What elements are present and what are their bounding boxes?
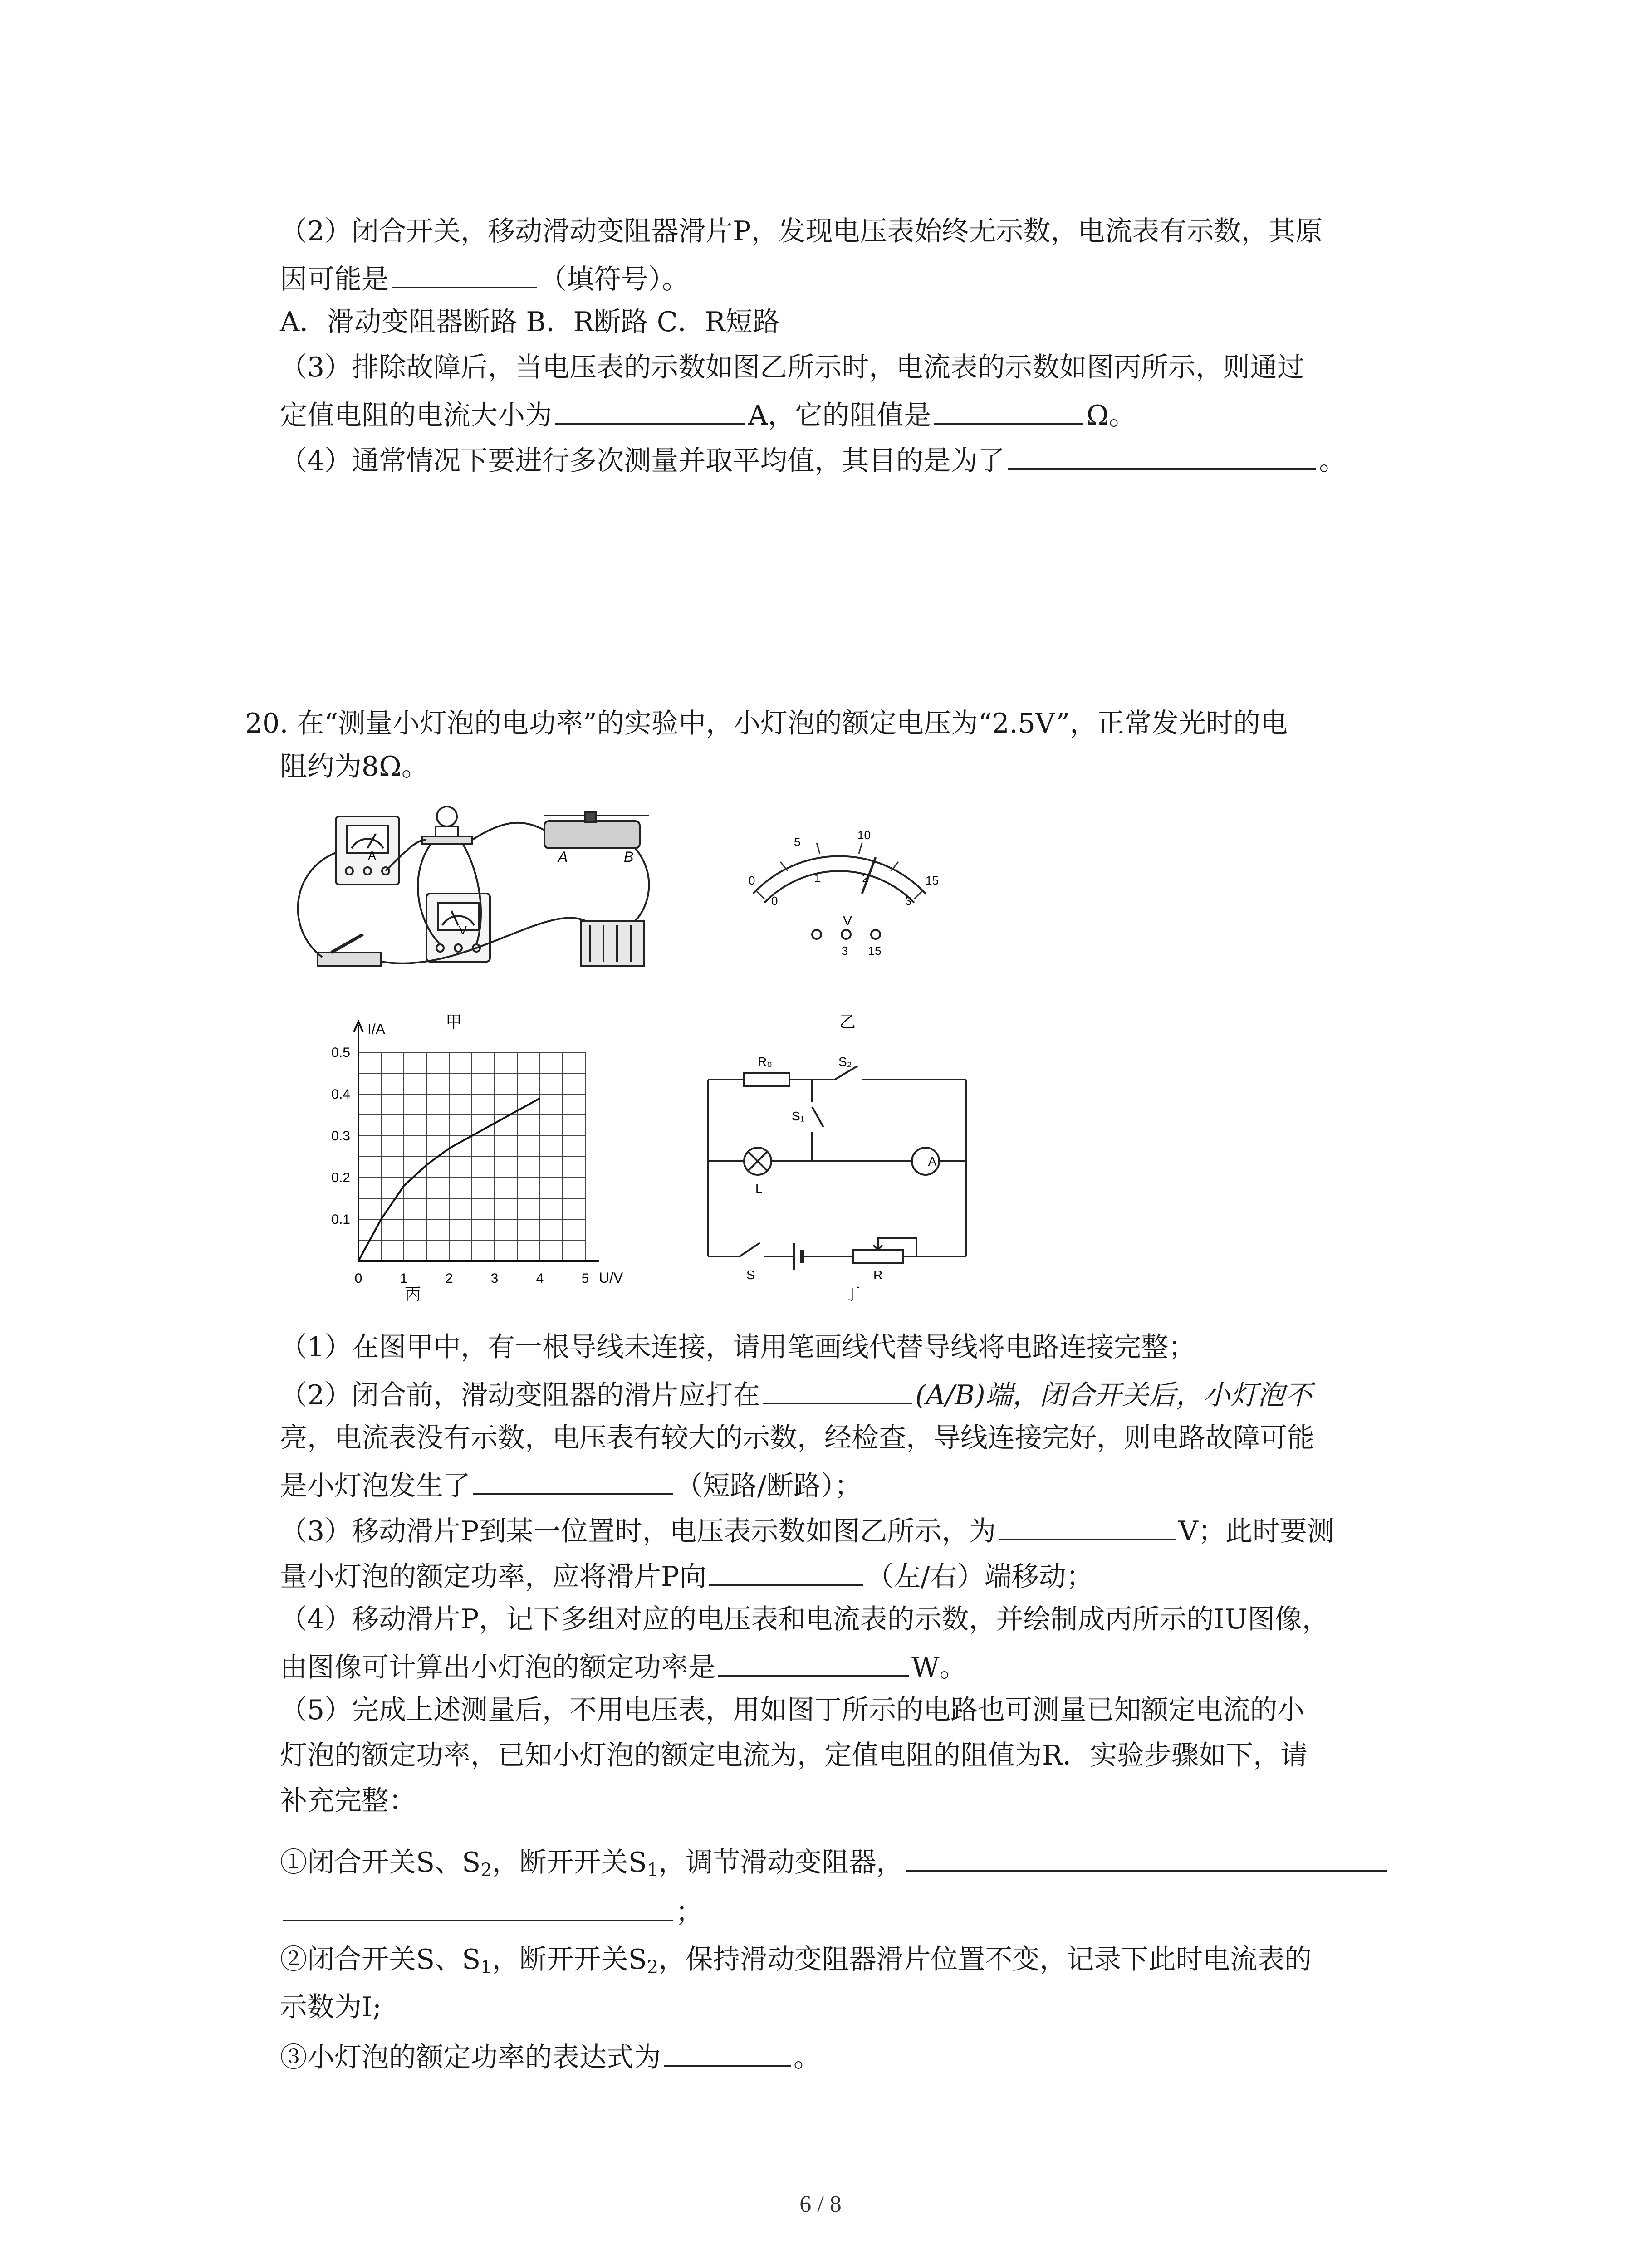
q20-step2-line2: 示数为I; — [280, 1991, 382, 2023]
y-tick-label: 0.3 — [331, 1129, 350, 1144]
text: 由图像可计算出小灯泡的额定功率是 — [280, 1652, 715, 1683]
text: ； — [676, 1897, 703, 1928]
text: 定值电阻的电流大小为 — [280, 400, 552, 431]
rheostat-r — [853, 1250, 903, 1263]
dial-terminal-label: 3 — [841, 944, 848, 958]
answer-blank[interactable] — [664, 2037, 791, 2067]
answer-blank[interactable] — [999, 1510, 1176, 1540]
answer-blank[interactable] — [283, 1892, 673, 1921]
text: ，断开开关S — [492, 1847, 647, 1878]
subscript: 2 — [647, 1957, 659, 1978]
q20-p1: （1）在图甲中，有一根导线未连接，请用笔画线代替导线将电路连接完整； — [280, 1331, 1196, 1363]
figure-label-jia: 甲 — [445, 1012, 462, 1031]
dial-top-label: 10 — [857, 828, 871, 842]
prev-q2-line2 — [280, 259, 689, 298]
prev-q3-line2 — [280, 395, 1136, 434]
q20-p4-line1: （4）移动滑片P，记下多组对应的电压表和电流表的示数，并绘制成丙所示的IU图像， — [280, 1603, 1329, 1635]
q20-step1-line2 — [280, 1892, 703, 1931]
text: ，保持滑动变阻器滑片位置不变，记录下此时电流表的 — [658, 1944, 1312, 1975]
subscript: 2 — [480, 1860, 492, 1881]
dial-terminal — [871, 930, 880, 939]
text: ②闭合开关S、S — [280, 1944, 481, 1975]
lamp-label: L — [755, 1182, 763, 1196]
q20-p2-line1 — [280, 1374, 1312, 1413]
figure-ding — [708, 1066, 966, 1270]
y-tick-label: 0.1 — [331, 1212, 350, 1227]
q20-step1-line1 — [280, 1842, 1390, 1888]
voltmeter-label: V — [459, 924, 467, 937]
answer-blank[interactable] — [763, 1374, 912, 1404]
text: （短路/断路）； — [676, 1470, 862, 1502]
prev-q2-options: A．滑动变阻器断路 B．R断路 C．R短路 — [280, 306, 780, 338]
dial-bottom-label: 0 — [771, 894, 778, 908]
switch-blade — [331, 934, 363, 953]
figure-bing-chart — [331, 1021, 623, 1286]
q20-stem-line2: 阻约为8Ω。 — [280, 751, 429, 782]
prev-q4 — [280, 440, 1346, 479]
dial-terminal — [812, 930, 821, 939]
answer-blank[interactable] — [555, 395, 745, 425]
dial-tick — [859, 843, 862, 854]
text: ①闭合开关S、S — [280, 1847, 481, 1878]
dial-v-label: V — [843, 914, 852, 929]
q20-p4-line2 — [280, 1647, 967, 1686]
s2-label: S₂ — [838, 1055, 852, 1069]
resistor-r0 — [744, 1073, 789, 1086]
prev-q3-line1: （3）排除故障后，当电压表的示数如图乙所示时，电流表的示数如图丙所示，则通过 — [280, 352, 1305, 383]
dial-top-label: 0 — [749, 874, 755, 887]
answer-blank[interactable] — [1008, 440, 1316, 470]
answer-blank[interactable] — [934, 395, 1083, 425]
dial-top-label: 15 — [926, 874, 939, 887]
q20-p2-line3 — [280, 1465, 862, 1504]
x-tick-label: 2 — [445, 1271, 453, 1286]
y-axis-label: I/A — [367, 1021, 386, 1037]
text: V；此时要测 — [1178, 1515, 1334, 1547]
figure-label-yi: 乙 — [839, 1012, 856, 1031]
dial-tick — [914, 891, 922, 899]
text: （3）移动滑片P到某一位置时，电压表示数如图乙所示，为 — [280, 1515, 996, 1547]
s1-label: S₁ — [792, 1109, 805, 1123]
figure-label-ding: 丁 — [843, 1285, 861, 1303]
q20-step3 — [280, 2037, 821, 2076]
figure-yi — [753, 856, 926, 939]
y-tick-label: 0.4 — [331, 1087, 350, 1102]
subscript: 1 — [480, 1957, 492, 1978]
answer-blank[interactable] — [392, 259, 537, 288]
rheostat-slider — [585, 812, 596, 822]
q20-step2-line1 — [280, 1941, 1312, 1985]
x-axis-label: U/V — [599, 1270, 623, 1286]
circuit-ammeter-label: A — [928, 1154, 937, 1168]
switch-base — [318, 953, 381, 966]
text: （4）通常情况下要进行多次测量并取平均值，其目的是为了 — [280, 445, 1005, 477]
rheostat-end-a: A — [558, 849, 568, 865]
text: (A/B)端，闭合开关后，小灯泡不 — [915, 1379, 1312, 1411]
rheostat-end-b: B — [624, 849, 634, 865]
text: 是小灯泡发生了 — [280, 1470, 470, 1502]
dial-terminal-label: 15 — [868, 944, 882, 958]
bulb — [437, 807, 457, 826]
dial-bottom-label: 1 — [814, 871, 821, 885]
dial-tick — [757, 891, 764, 899]
prev-q2-line1: （2）闭合开关，移动滑动变阻器滑片P，发现电压表始终无示数，电流表有示数，其原 — [280, 215, 1323, 247]
x-tick-label: 0 — [354, 1271, 362, 1286]
wire — [635, 848, 649, 921]
q20-p2-line2: 亮，电流表没有示数，电压表有较大的示数，经检查，导线连接完好，则电路故障可能 — [280, 1422, 1314, 1454]
text: 因可能是 — [280, 264, 389, 295]
subscript: 1 — [647, 1860, 659, 1881]
dial-inner-arc — [764, 871, 914, 903]
figure-jia — [298, 807, 649, 966]
x-tick-label: 4 — [536, 1271, 544, 1286]
dial-terminal — [842, 930, 851, 939]
x-tick-label: 3 — [490, 1271, 499, 1286]
text: ③小灯泡的额定功率的表达式为 — [280, 2042, 661, 2073]
answer-blank[interactable] — [906, 1842, 1387, 1872]
ammeter-label: A — [368, 849, 376, 862]
x-tick-label: 5 — [581, 1271, 589, 1286]
text: A，它的阻值是 — [748, 400, 931, 431]
y-tick-label: 0.5 — [331, 1045, 350, 1060]
y-tick-label: 0.2 — [331, 1170, 350, 1185]
bulb-base — [436, 826, 458, 836]
dial-outer-arc — [753, 856, 926, 894]
q20-stem-line1: 20. 在“测量小灯泡的电功率”的实验中，小灯泡的额定电压为“2.5V”，正常发光时的电 — [245, 708, 1288, 739]
answer-blank[interactable] — [709, 1556, 863, 1586]
text: （2）闭合前，滑动变阻器的滑片应打在 — [280, 1379, 760, 1411]
page-number: 6 / 8 — [799, 2191, 842, 2217]
rheostat-label: R — [873, 1268, 883, 1282]
rheostat-coil — [544, 821, 640, 848]
text: Ω。 — [1086, 400, 1136, 431]
answer-blank[interactable] — [718, 1647, 909, 1677]
wire — [298, 853, 336, 957]
q20-p5-line1: （5）完成上述测量后，不用电压表，用如图丁所示的电路也可测量已知额定电流的小 — [280, 1694, 1305, 1726]
q20-p5-line3: 补充完整： — [280, 1785, 416, 1817]
text: （左/右）端移动； — [866, 1561, 1093, 1593]
x-tick-label: 1 — [400, 1271, 408, 1286]
bulb-holder — [422, 836, 472, 844]
switch-s — [740, 1243, 760, 1256]
experiment-figures — [272, 803, 998, 1343]
text: ，断开开关S — [492, 1944, 647, 1975]
figure-label-bing: 丙 — [404, 1285, 421, 1303]
dial-bottom-label: 2 — [862, 871, 869, 885]
q20-p3-line1 — [280, 1510, 1334, 1549]
dial-bottom-label: 3 — [905, 894, 912, 908]
text: （填符号）。 — [539, 264, 689, 295]
text: ，调节滑动变阻器， — [658, 1847, 904, 1878]
q20-p3-line2 — [280, 1556, 1093, 1595]
text: 。 — [794, 2042, 821, 2073]
dial-tick — [817, 843, 820, 854]
dial-top-label: 5 — [794, 835, 801, 849]
text: W。 — [911, 1652, 967, 1683]
r0-label: R₀ — [758, 1055, 772, 1069]
wire — [472, 823, 544, 840]
switch-s1 — [812, 1107, 823, 1127]
answer-blank[interactable] — [473, 1465, 673, 1495]
switch-s-label: S — [746, 1268, 755, 1282]
q20-p5-line2: 灯泡的额定功率，已知小灯泡的额定电流为，定值电阻的阻值为R．实验步骤如下，请 — [280, 1740, 1308, 1771]
text: 。 — [1319, 445, 1347, 477]
text: 量小灯泡的额定功率，应将滑片P向 — [280, 1561, 707, 1593]
